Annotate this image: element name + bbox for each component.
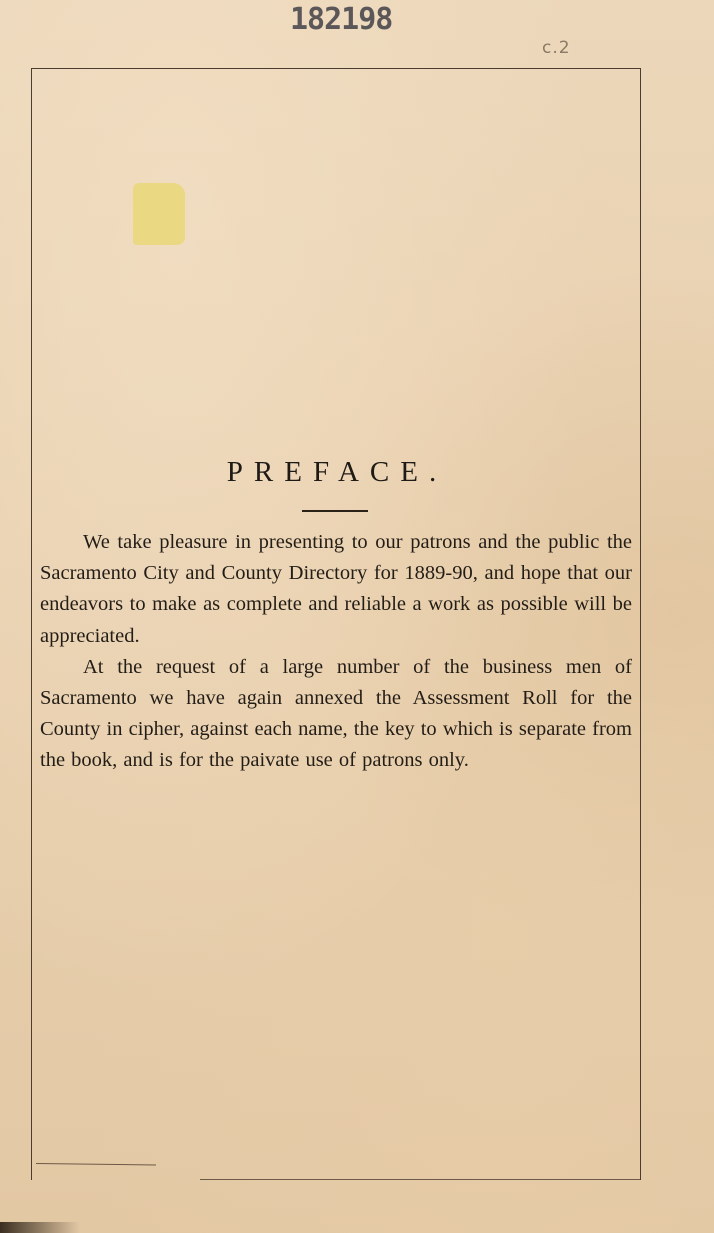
bottom-rule-right <box>200 1179 640 1180</box>
preface-body <box>40 527 632 777</box>
library-stamp: 182198 <box>290 2 393 37</box>
page-edge-shadow <box>0 1222 80 1233</box>
title-divider <box>302 510 368 512</box>
pencil-mark: c.2 <box>542 38 571 58</box>
preface-paragraph-1: We take pleasure in presenting to our patrons and the public the Sacramento City and County Directory for 1889-90, and hope that our endeavors to make as complete and reliable a work as possible will be appreciated. <box>40 531 632 647</box>
page-title: PREFACE. <box>226 456 448 488</box>
tape-stain <box>133 183 185 245</box>
preface-paragraph-2: At the request of a large number of the business men of Sacramento we have again annexed the Assessment Roll for the County in cipher, against each name, the key to which is separate from the book, and is for the paivate use of patrons only. <box>40 655 632 772</box>
